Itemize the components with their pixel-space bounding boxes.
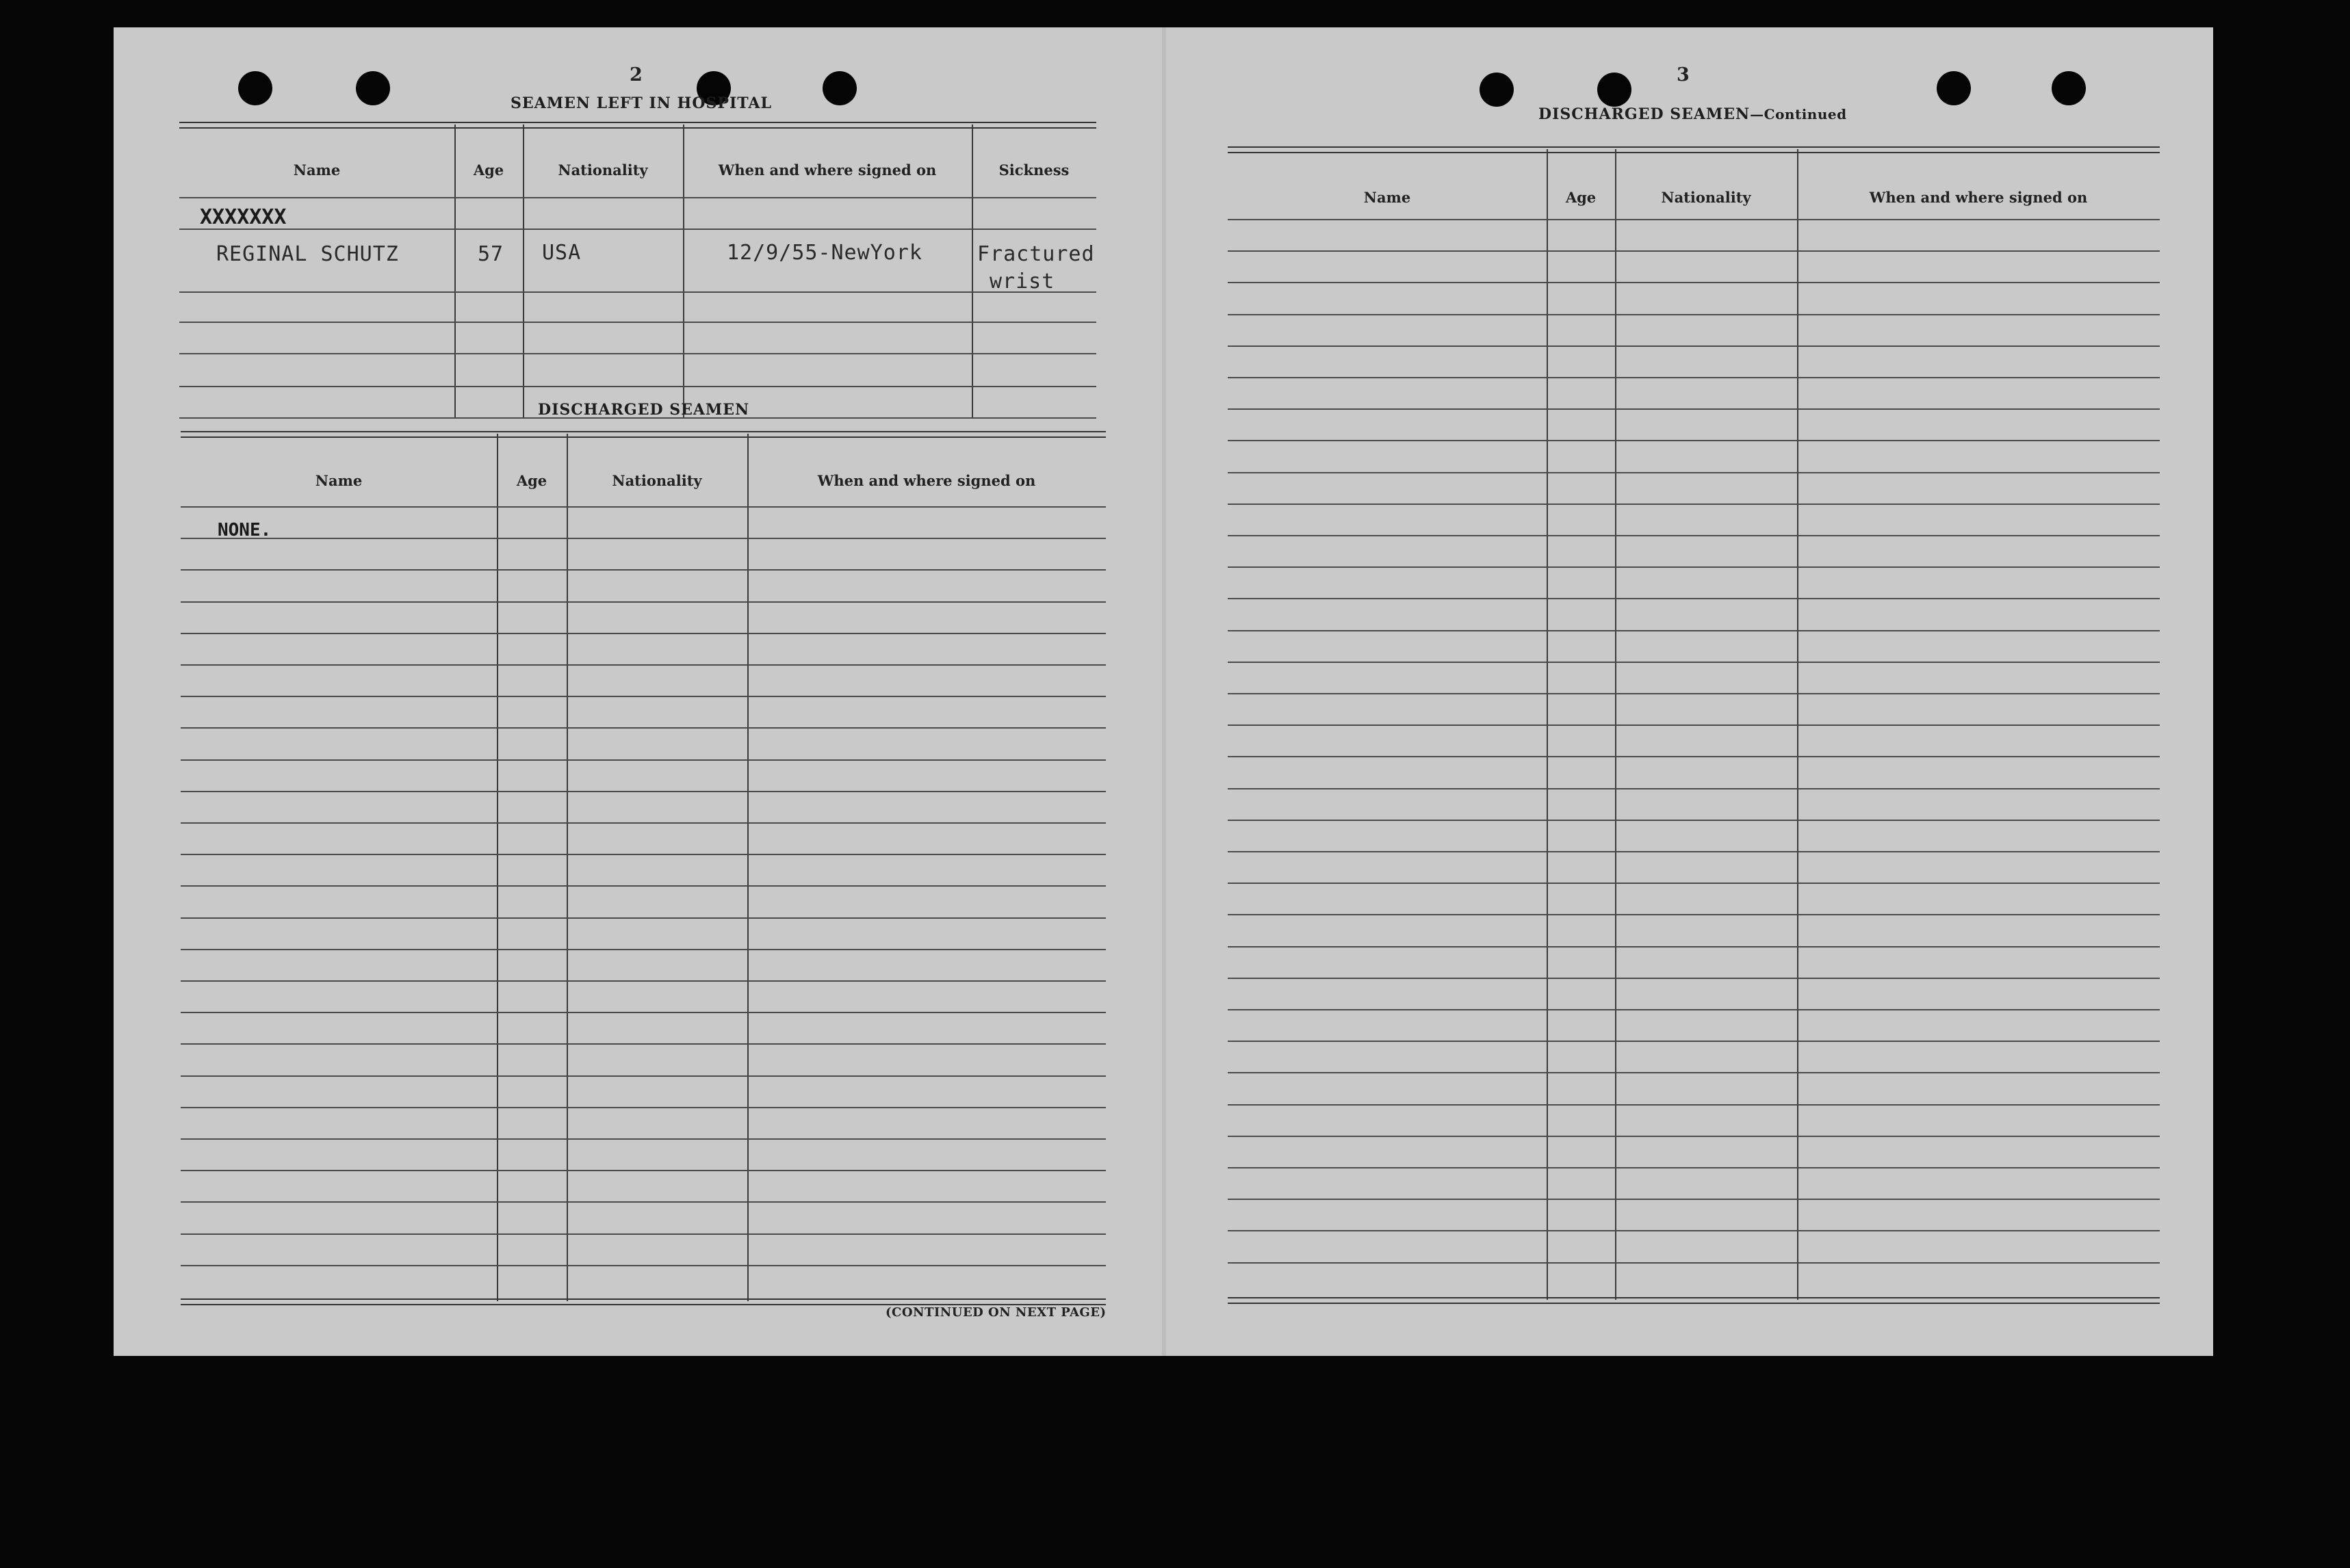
row-rule bbox=[181, 1201, 1106, 1203]
page-number-right: 3 bbox=[1677, 64, 1690, 86]
punch-hole bbox=[2052, 71, 2086, 105]
row-rule bbox=[181, 601, 1106, 603]
row-rule bbox=[181, 1138, 1106, 1140]
struck-out-entry: XXXXXXX bbox=[200, 205, 287, 229]
column-divider bbox=[972, 125, 973, 419]
column-header-signed-on: When and where signed on bbox=[1869, 189, 2088, 206]
row-rule bbox=[179, 291, 1096, 293]
row-rule bbox=[181, 791, 1106, 792]
punch-hole bbox=[1937, 71, 1971, 105]
hospital-row-sickness: Fractured bbox=[977, 242, 1095, 266]
row-rule bbox=[181, 1043, 1106, 1045]
row-rule bbox=[1228, 314, 2160, 315]
column-header-sickness: Sickness bbox=[998, 161, 1070, 179]
row-rule bbox=[1228, 219, 2160, 220]
column-header-signed-on: When and where signed on bbox=[718, 161, 937, 179]
column-header-nationality: Nationality bbox=[1661, 189, 1751, 206]
page-number-left: 2 bbox=[630, 64, 643, 86]
row-rule bbox=[181, 822, 1106, 824]
column-header-age: Age bbox=[516, 472, 547, 489]
page-fold bbox=[1162, 27, 1166, 1356]
column-header-name: Name bbox=[293, 161, 341, 179]
table-top-rule bbox=[1228, 146, 2160, 153]
row-rule bbox=[1228, 250, 2160, 252]
row-rule bbox=[181, 854, 1106, 855]
row-rule bbox=[1228, 1199, 2160, 1200]
row-rule bbox=[1228, 820, 2160, 821]
column-divider bbox=[523, 125, 524, 419]
row-rule bbox=[181, 1075, 1106, 1077]
discharged-continued-title-text: DISCHARGED SEAMEN bbox=[1538, 105, 1751, 123]
row-rule bbox=[181, 1012, 1106, 1013]
row-rule bbox=[181, 664, 1106, 666]
row-rule bbox=[179, 386, 1096, 387]
discharged-table-right bbox=[1228, 146, 2160, 1337]
row-rule bbox=[1228, 535, 2160, 536]
punch-hole bbox=[356, 71, 390, 105]
table-bottom-rule bbox=[1228, 1297, 2160, 1304]
column-header-age: Age bbox=[1565, 189, 1597, 206]
row-rule bbox=[1228, 851, 2160, 852]
row-rule bbox=[1228, 598, 2160, 599]
table-top-rule bbox=[179, 122, 1096, 129]
row-rule bbox=[181, 980, 1106, 982]
row-rule bbox=[179, 353, 1096, 354]
row-rule bbox=[181, 1265, 1106, 1266]
row-rule bbox=[179, 322, 1096, 323]
punch-hole bbox=[823, 71, 857, 105]
row-rule bbox=[1228, 1072, 2160, 1073]
row-rule bbox=[181, 1107, 1106, 1108]
discharged-section-title: DISCHARGED SEAMEN bbox=[538, 401, 750, 419]
continued-suffix: —Continued bbox=[1750, 106, 1847, 122]
row-rule bbox=[1228, 1136, 2160, 1137]
hospital-row-signed-on: 12/9/55-NewYork bbox=[727, 241, 922, 265]
column-header-name: Name bbox=[315, 472, 363, 489]
column-divider bbox=[683, 125, 684, 419]
punch-hole bbox=[1597, 73, 1631, 107]
hospital-row-name: REGINAL SCHUTZ bbox=[216, 242, 399, 266]
row-rule bbox=[181, 727, 1106, 729]
column-header-nationality: Nationality bbox=[612, 472, 702, 489]
column-header-nationality: Nationality bbox=[558, 161, 648, 179]
row-rule bbox=[181, 1170, 1106, 1171]
row-rule bbox=[1228, 724, 2160, 726]
row-rule bbox=[1228, 566, 2160, 568]
row-rule bbox=[179, 228, 1096, 230]
row-rule bbox=[1228, 914, 2160, 915]
row-rule bbox=[1228, 1262, 2160, 1264]
row-rule bbox=[1228, 693, 2160, 694]
row-rule bbox=[1228, 345, 2160, 347]
header-rule bbox=[179, 197, 1096, 198]
hospital-row-sickness-cont: wrist bbox=[990, 270, 1055, 293]
continued-note: (CONTINUED ON NEXT PAGE) bbox=[886, 1305, 1107, 1320]
row-rule bbox=[181, 633, 1106, 634]
row-rule bbox=[1228, 504, 2160, 505]
row-rule bbox=[1228, 1104, 2160, 1106]
row-rule bbox=[181, 696, 1106, 697]
column-header-age: Age bbox=[473, 161, 504, 179]
row-rule bbox=[1228, 1230, 2160, 1231]
row-rule bbox=[181, 1233, 1106, 1235]
row-rule bbox=[1228, 1041, 2160, 1042]
row-rule bbox=[1228, 1009, 2160, 1010]
row-rule bbox=[181, 949, 1106, 950]
discharged-entry: NONE. bbox=[218, 520, 272, 540]
row-rule bbox=[181, 538, 1106, 539]
row-rule bbox=[181, 917, 1106, 919]
row-rule bbox=[1228, 1167, 2160, 1168]
row-rule bbox=[1228, 408, 2160, 410]
hospital-section-title: SEAMEN LEFT IN HOSPITAL bbox=[511, 94, 772, 112]
row-rule bbox=[1228, 788, 2160, 789]
row-rule bbox=[1228, 883, 2160, 884]
punch-hole bbox=[238, 71, 272, 105]
document-sheet bbox=[114, 27, 2213, 1356]
table-top-rule bbox=[181, 431, 1106, 438]
column-header-name: Name bbox=[1363, 189, 1411, 206]
row-rule bbox=[1228, 440, 2160, 441]
punch-hole bbox=[1480, 73, 1514, 107]
column-divider bbox=[454, 125, 456, 419]
row-rule bbox=[1228, 946, 2160, 948]
hospital-row-nationality: USA bbox=[542, 241, 582, 265]
row-rule bbox=[181, 885, 1106, 887]
hospital-table bbox=[179, 122, 1096, 419]
row-rule bbox=[181, 759, 1106, 761]
discharged-table-left bbox=[181, 431, 1106, 1334]
row-rule bbox=[1228, 282, 2160, 283]
row-rule bbox=[181, 506, 1106, 508]
row-rule bbox=[1228, 630, 2160, 631]
row-rule bbox=[1228, 978, 2160, 979]
row-rule bbox=[1228, 662, 2160, 663]
row-rule bbox=[1228, 472, 2160, 473]
row-rule bbox=[181, 569, 1106, 571]
row-rule bbox=[1228, 377, 2160, 378]
column-header-signed-on: When and where signed on bbox=[817, 472, 1036, 489]
discharged-continued-title bbox=[1538, 105, 1847, 123]
table-bottom-rule bbox=[181, 1298, 1106, 1305]
hospital-row-age: 57 bbox=[478, 242, 504, 266]
row-rule bbox=[1228, 756, 2160, 757]
